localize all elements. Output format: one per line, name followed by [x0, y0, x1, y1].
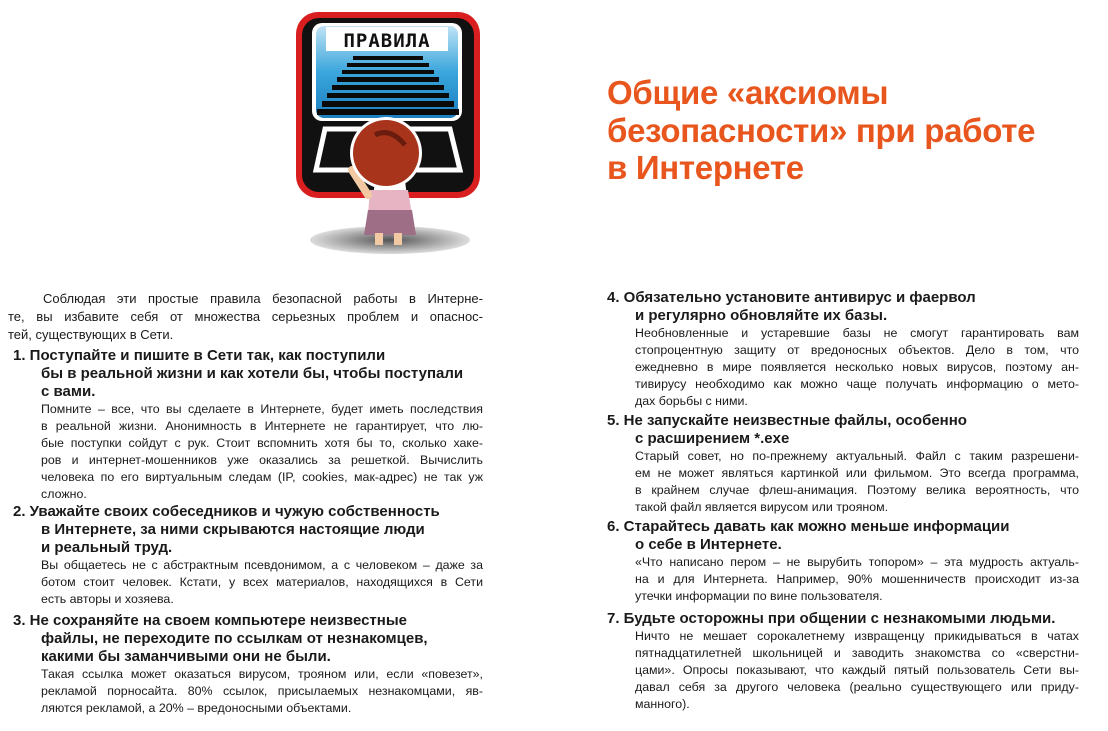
rule-body-line: на и для Интернета. Например, 90% мошенничеств происходит из-за: [635, 572, 1079, 586]
title-line: в Интернете: [607, 149, 804, 186]
rule-body: [607, 325, 1079, 410]
rule-heading-line: 4. Обязательно установите антивирус и фаервол: [607, 289, 976, 306]
rule-body-line: Ничто не мешает сорокалетнему извращенцу прикидываться в чатах: [635, 629, 1079, 643]
rule-heading-line: бы в реальной жизни и как хотели бы, чтобы поступали: [41, 365, 464, 382]
rule-body-line: пятнадцатилетней школьницей и заводить знакомства со «сверстни-: [635, 646, 1079, 660]
rule-body-line: давал себя за другого человека (реально существующего или приду-: [635, 680, 1079, 694]
rule-heading-line: и регулярно обновляйте их базы.: [635, 307, 888, 324]
rule-heading-line: и реальный труд.: [41, 539, 173, 556]
rule-body-line: ров и интернет-мошенников уже оказались за решеткой. Вычислить: [41, 453, 483, 467]
rule-heading-line: файлы, не переходите по ссылкам от незнакомцев,: [41, 630, 428, 647]
rule-body-line: такой файл является вирусом или трояном.: [635, 500, 889, 514]
rule-heading-line: 6. Старайтесь давать как можно меньше информации: [607, 518, 1010, 535]
rule-body-line: ежедневно в мире появляется несколько новых вирусов, поэтому ан-: [635, 360, 1079, 374]
rule-body-line: в крайнем случае флеш-анимация. Поэтому велика вероятность, что: [635, 483, 1079, 497]
rule-heading-line: 3. Не сохраняйте на своем компьютере неизвестные: [13, 612, 407, 629]
rule-body-line: Вы общаетесь не с абстрактным псевдонимом, а с человеком – даже за: [41, 558, 483, 572]
rule-body-line: тивирусу необходимо как можно чаще получать информацию о мето-: [635, 377, 1079, 391]
intro-line: Соблюдая эти простые правила безопасной работы в Интерне-: [43, 291, 483, 306]
hair: [353, 120, 419, 186]
rule-body-line: ем не может являться картинкой или фильмом. Это всегда программа,: [635, 466, 1079, 480]
rules-illustration: [290, 5, 490, 260]
rule-body-line: манного).: [635, 697, 690, 711]
rule-body-line: утечки информации по вине пользователя.: [635, 589, 883, 603]
rule-body-line: стопроцентную защиту от вредоносных объектов. Дело в том, что: [635, 343, 1079, 357]
rule-item-3: [13, 612, 483, 717]
rule-body: [13, 557, 483, 608]
rule-heading-line: 1. Поступайте и пишите в Сети так, как поступили: [13, 347, 386, 364]
intro-line: тей, существующих в Сети.: [8, 327, 174, 342]
rule-heading: [13, 612, 483, 666]
rule-heading-line: с вами.: [41, 383, 96, 400]
rule-body-line: бые поступки сойдут с рук. Стоит вспомнить хотя бы то, сколько хаке-: [41, 436, 483, 450]
rule-item-2: [13, 503, 483, 608]
rule-body-line: есть авторы и хозяева.: [41, 592, 174, 606]
rule-heading-line: 5. Не запускайте неизвестные файлы, особенно: [607, 412, 967, 429]
rule-item-4: [607, 289, 1079, 410]
rule-body-line: Помните – все, что вы сделаете в Интернете, будет иметь последствия: [41, 402, 483, 416]
rule-body-line: ботом стоит человек. Кстати, у всех материалов, находящихся в Сети: [41, 575, 483, 589]
rule-body: [607, 628, 1079, 713]
rule-body-line: цами». Опросы показывают, что каждый пятый пользователь Сети вы-: [635, 663, 1079, 677]
title-line: безопасности» при работе: [607, 111, 1036, 149]
rule-body: [607, 554, 1079, 605]
rule-heading-line: с расширением *.exe: [635, 430, 790, 447]
rule-item-7: [607, 610, 1079, 713]
rule-heading: [607, 412, 1079, 448]
rule-body-line: дах борьбы с ними.: [635, 394, 748, 408]
logo-text: ПРАВИЛА: [343, 30, 431, 52]
rule-heading-line: 2. Уважайте своих собеседников и чужую собственность: [13, 503, 440, 520]
intro-line: те, вы избавите себя от множества серьезных проблем и опаснос-: [8, 309, 483, 324]
rule-body-line: «Что написано пером – не вырубить топором» – эта мудрость актуаль-: [635, 555, 1079, 569]
rule-body: [607, 448, 1079, 516]
rule-heading-line: какими бы заманчивыми они не были.: [41, 648, 331, 665]
rule-heading: [13, 347, 483, 401]
rule-item-1: [13, 347, 483, 503]
title-line: Общие «аксиомы: [607, 74, 889, 111]
rule-heading: [607, 518, 1079, 554]
rule-body-line: Такая ссылка может оказаться вирусом, трояном или, если «повезет»,: [41, 667, 483, 681]
rule-heading: [13, 503, 483, 557]
rule-body: [13, 401, 483, 503]
page-title: [607, 74, 1035, 187]
rule-body-line: Необновленные и устаревшие базы не смогут гарантировать вам: [635, 326, 1079, 340]
rule-body-line: человека по его виртуальным следам (IP, cookies, мак-адрес) не так уж: [41, 470, 483, 484]
rule-body-line: Старый совет, но по-прежнему актуальный. Файл с таким разрешени-: [635, 449, 1079, 463]
rule-heading-line: 7. Будьте осторожны при общении с незнакомыми людьми.: [607, 610, 1056, 627]
rule-heading-line: в Интернете, за ними скрываются настоящие люди: [41, 521, 425, 538]
intro-paragraph: [8, 290, 483, 344]
rule-body-line: рекламой порносайта. 80% ссылок, присылаемых незнакомцами, яв-: [41, 684, 483, 698]
rule-heading: [607, 289, 1079, 325]
skirt: [364, 210, 416, 235]
rule-heading: [607, 610, 1079, 628]
rule-item-6: [607, 518, 1079, 605]
rule-body-line: в реальной жизни. Анонимность в Интернете не гарантирует, что лю-: [41, 419, 483, 433]
rule-item-5: [607, 412, 1079, 516]
rule-body: [13, 666, 483, 717]
computer-girl-illustration: [290, 5, 490, 260]
rule-body-line: сложно.: [41, 487, 87, 501]
rule-heading-line: о себе в Интернете.: [635, 536, 782, 553]
rule-body-line: ляются рекламой, а 20% – вредоносными объектами.: [41, 701, 352, 715]
